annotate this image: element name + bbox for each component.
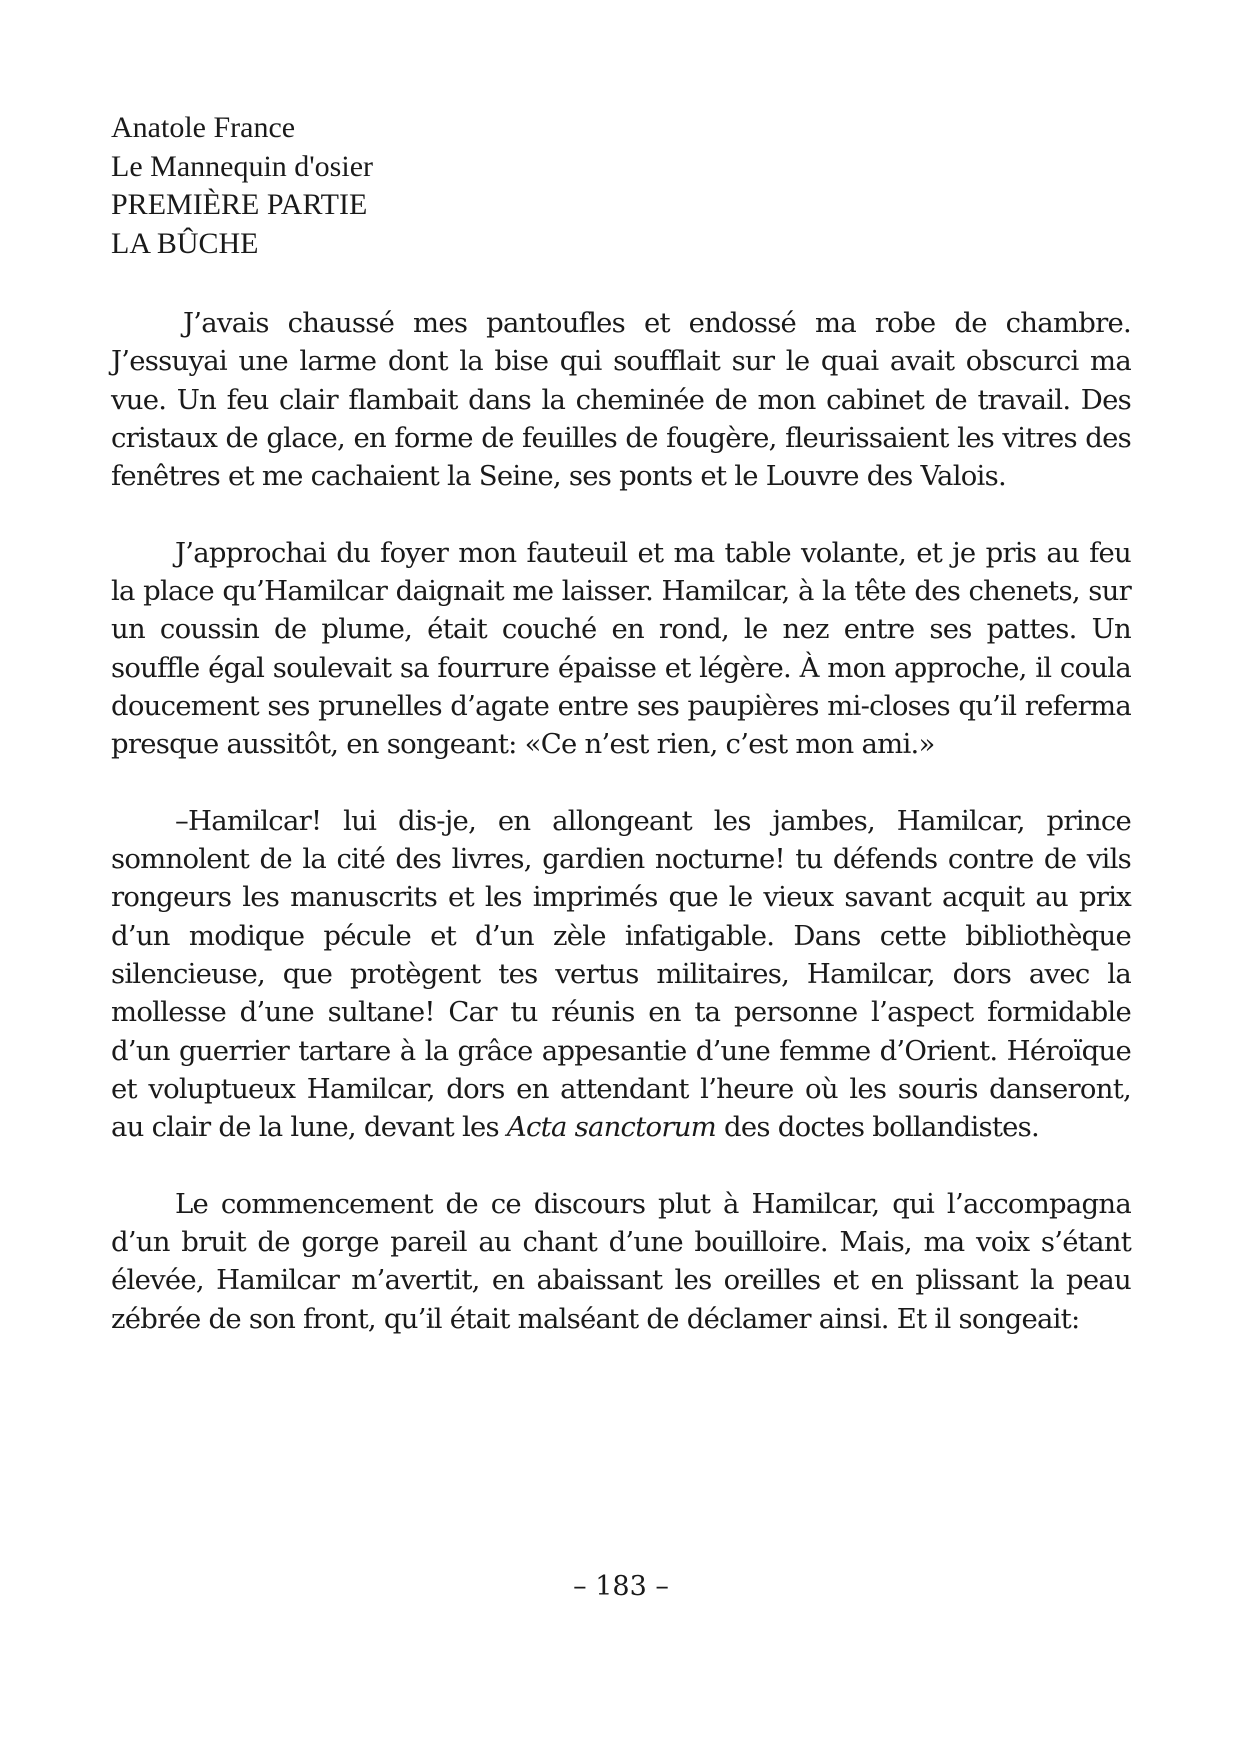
paragraph-4: Le commencement de ce discours plut à Hamilcar, qui l’accompagna d’un bruit de gorge pareil au chant d’une bouilloire. Mais, ma voix s’étant élevée, Hamilcar m’avertit, en abaissant les oreilles et en plissant la peau zébrée de son front, qu’il était malséant de déclamer ainsi. Et il songeait: bbox=[111, 1187, 1131, 1335]
chapter-heading: LA BÛCHE bbox=[111, 226, 259, 260]
part-heading: PREMIÈRE PARTIE bbox=[111, 188, 368, 221]
book-title: Le Mannequin d'osier bbox=[111, 149, 374, 183]
page-number: – 183 – bbox=[573, 1571, 669, 1602]
author-name: Anatole France bbox=[111, 111, 296, 144]
body-text bbox=[111, 304, 1131, 1376]
page-header bbox=[111, 109, 711, 263]
paragraph-3-text-a: –Hamilcar! lui dis-je, en allongeant les jambes, Hamilcar, prince somnolent de la cité des livres, gardien nocturne! tu défends contre de vils rongeurs les manuscrits et les imprimés que le vieux savant acquit au prix d’un modique pécule et d’un zèle infatigable. Dans cette bibliothèque silencieuse, que protègent tes vertus militaires, Hamilcar, dors avec la mollesse d’une sultane! Car tu réunis en ta personne l’aspect formidable d’un guerrier tartare à la grâce appesantie d’une femme d’Orient. Héroïque et voluptueux Hamilcar, dors en attendant l’heure où les souris danseront, au clair de la lune, devant les bbox=[111, 804, 1131, 1144]
italic-title-acta-sanctorum: Acta sanctorum bbox=[506, 1111, 717, 1144]
paragraph-1: J’avais chaussé mes pantoufles et endossé ma robe de chambre. J’essuyai une larme dont la bise qui soufflait sur le quai avait obscurci ma vue. Un feu clair flambait dans la cheminée de mon cabinet de travail. Des cristaux de glace, en forme de feuilles de fougère, fleurissaient les vitres des fenêtres et me cachaient la Seine, ses ponts et le Louvre des Valois. bbox=[111, 307, 1131, 493]
paragraph-2: J’approchai du foyer mon fauteuil et ma table volante, et je pris au feu la place qu’Hamilcar daignait me laisser. Hamilcar, à la tête des chenets, sur un coussin de plume, était couché en rond, le nez entre ses pattes. Un souffle égal soulevait sa fourrure épaisse et légère. À mon approche, il coula doucement ses prunelles d’agate entre ses paupières mi-closes qu’il referma presque aussitôt, en songeant: «Ce n’est rien, c’est mon ami.» bbox=[111, 536, 1131, 761]
paragraph-3-text-b: des doctes bollandistes. bbox=[716, 1111, 1040, 1144]
paragraph-3 bbox=[111, 802, 1131, 1147]
